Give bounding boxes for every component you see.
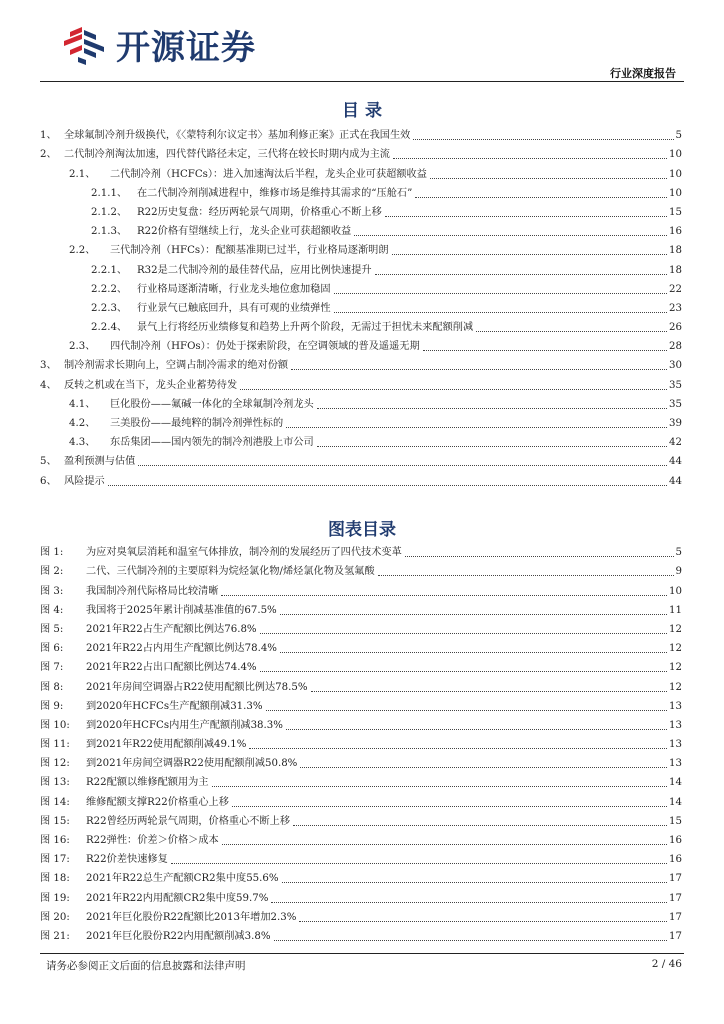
figure-entry[interactable]: [40, 867, 682, 886]
entry-page-number: 16: [669, 226, 682, 238]
entry-number: 图 14:: [40, 796, 70, 808]
entry-number: 图 1:: [40, 547, 64, 559]
page-indicator: 2 / 46: [651, 958, 682, 970]
entry-page-number: 13: [669, 700, 682, 712]
dot-leader: [476, 331, 667, 332]
entry-title: 二代制冷剂（HCFCs）：进入加速淘汰后半程，龙头企业可获超额收益: [110, 168, 427, 180]
entry-title: 我国将于2025年累计削减基准值的67.5%: [86, 604, 277, 616]
entry-number: 2.2.1、: [91, 264, 128, 276]
toc-title: 目 录: [342, 101, 382, 121]
entry-title: 为应对臭氧层消耗和温室气体排放，制冷剂的发展经历了四代技术变革: [86, 547, 402, 559]
figure-entry[interactable]: [40, 695, 682, 714]
entry-page-number: 17: [669, 911, 682, 923]
dot-leader: [405, 556, 674, 557]
entry-page-number: 44: [669, 475, 682, 487]
entry-title: 到2021年R22使用配额削减49.1%: [86, 739, 247, 751]
entry-title: R22价格有望继续上行，龙头企业可获超额收益: [137, 226, 352, 238]
entry-page-number: 35: [669, 379, 682, 391]
entry-number: 图 17:: [40, 854, 70, 866]
toc-entry[interactable]: [40, 182, 682, 201]
entry-page-number: 10: [669, 585, 682, 597]
entry-title: 三代制冷剂（HFCs）：配额基准期已过半，行业格局逐渐明朗: [110, 245, 389, 257]
entry-page-number: 13: [669, 719, 682, 731]
entry-number: 4.2、: [69, 418, 96, 429]
entry-page-number: 10: [669, 149, 682, 161]
entry-page-number: 30: [669, 360, 682, 372]
entry-title: 到2020年HCFCs内用生产配额削减38.3%: [86, 719, 283, 731]
dot-leader: [232, 806, 667, 807]
entry-page-number: 9: [675, 566, 682, 578]
entry-number: 2.3、: [69, 341, 96, 353]
dot-leader: [286, 729, 667, 730]
dot-leader: [293, 825, 667, 826]
entry-page-number: 14: [669, 777, 682, 789]
logo-mark-icon: [60, 24, 112, 66]
dot-leader: [274, 940, 668, 941]
entry-number: 图 13:: [40, 777, 70, 789]
toc-entry[interactable]: [40, 450, 682, 469]
entry-title: 全球氟制冷剂升级换代，《〈蒙特利尔议定书〉基加利修正案》正式在我国生效: [64, 130, 411, 142]
entry-number: 2.1.3、: [91, 226, 128, 238]
entry-page-number: 11: [669, 604, 682, 616]
dot-leader: [300, 767, 667, 768]
dot-leader: [249, 748, 667, 749]
dot-leader: [393, 158, 667, 159]
dot-leader: [260, 671, 667, 672]
entry-page-number: 10: [669, 168, 682, 180]
entry-title: R22弹性：价差＞价格＞成本: [86, 835, 219, 846]
entry-number: 图 9:: [40, 700, 64, 712]
footer-disclaimer: 请务必参阅正文后面的信息披露和法律声明: [46, 960, 246, 972]
entry-page-number: 12: [669, 623, 682, 635]
entry-title: 2021年R22内用配额CR2集中度59.7%: [86, 892, 269, 904]
figure-entry[interactable]: [40, 560, 682, 579]
header-divider: [40, 81, 684, 82]
entry-title: 行业景气已触底回升，具有可观的业绩弹性: [137, 302, 331, 314]
entry-number: 图 20:: [40, 911, 70, 923]
figure-entry[interactable]: [40, 656, 682, 675]
entry-title: 制冷剂需求长期向上，空调占制冷需求的绝对份额: [64, 360, 289, 372]
toc-entry[interactable]: [40, 297, 682, 316]
figure-entry[interactable]: [40, 733, 682, 752]
entry-number: 4.1、: [69, 398, 96, 410]
entry-title: R22配额以维修配额用为主: [86, 777, 209, 789]
dot-leader: [138, 465, 667, 466]
entry-number: 图 10:: [40, 719, 70, 731]
toc-entry[interactable]: [40, 354, 682, 373]
figure-entry[interactable]: [40, 771, 682, 790]
page-header: [0, 0, 724, 80]
figure-entry[interactable]: [40, 790, 682, 809]
entry-page-number: 44: [669, 456, 682, 468]
dot-leader: [317, 408, 667, 409]
dot-leader: [108, 485, 667, 486]
entry-page-number: 39: [669, 418, 682, 429]
dot-leader: [171, 863, 667, 864]
figure-entry[interactable]: [40, 599, 682, 618]
dot-leader: [385, 216, 667, 217]
figure-entry[interactable]: [40, 886, 682, 905]
entry-number: 2.1.2、: [91, 206, 128, 218]
dot-leader: [311, 691, 667, 692]
toc-entry[interactable]: [40, 335, 682, 354]
entry-number: 图 18:: [40, 873, 70, 885]
dot-leader: [354, 235, 667, 236]
toc-entry[interactable]: [40, 469, 682, 488]
entry-page-number: 15: [669, 206, 682, 218]
entry-title: 2021年巨化股份R22内用配额削减3.8%: [86, 930, 271, 942]
dot-leader: [240, 389, 667, 390]
dot-leader: [423, 350, 667, 351]
dot-leader: [413, 139, 673, 140]
toc-entry[interactable]: [40, 258, 682, 277]
entry-page-number: 42: [669, 437, 682, 449]
entry-number: 1、: [40, 130, 57, 142]
entry-number: 2.1、: [69, 168, 96, 180]
entry-title: 反转之机或在当下，龙头企业蓄势待发: [64, 379, 238, 391]
dot-leader: [212, 786, 668, 787]
entry-number: 图 7:: [40, 662, 64, 674]
toc-entry[interactable]: [40, 201, 682, 220]
entry-number: 3、: [40, 360, 57, 372]
entry-title: 2021年房间空调器占R22使用配额比例达78.5%: [86, 681, 308, 693]
entry-title: R22曾经历两轮景气周期，价格重心不断上移: [86, 815, 291, 827]
logo-text: 开源证券: [116, 28, 256, 68]
dot-leader: [286, 427, 667, 428]
entry-number: 图 15:: [40, 815, 70, 827]
brand-logo: [60, 20, 256, 69]
entry-page-number: 13: [669, 758, 682, 770]
entry-title: 2021年R22总生产配额CR2集中度55.6%: [86, 873, 279, 885]
entry-page-number: 18: [669, 264, 682, 276]
entry-number: 图 21:: [40, 930, 70, 942]
entry-number: 图 3:: [40, 585, 64, 597]
dot-leader: [299, 921, 667, 922]
dot-leader: [430, 178, 667, 179]
entry-title: 二代制冷剂淘汰加速，四代替代路径未定，三代将在较长时期内成为主流: [64, 149, 390, 161]
figure-entry[interactable]: [40, 541, 682, 560]
entry-title: 到2020年HCFCs生产配额削减31.3%: [86, 700, 263, 712]
figure-entry[interactable]: [40, 906, 682, 925]
figure-entry[interactable]: [40, 675, 682, 694]
dot-leader: [392, 254, 667, 255]
figures-title: 图表目录: [328, 520, 396, 540]
entry-title: 景气上行将经历业绩修复和趋势上升两个阶段，无需过于担忧未来配额削减: [137, 322, 474, 334]
entry-number: 图 19:: [40, 892, 70, 904]
entry-title: 在二代制冷剂削减进程中，维修市场是维持其需求的“压舱石”: [137, 187, 413, 199]
entry-number: 图 4:: [40, 604, 64, 616]
toc-entry[interactable]: [40, 239, 682, 258]
entry-page-number: 5: [675, 130, 682, 142]
entry-number: 2.1.1、: [91, 187, 128, 199]
entry-page-number: 10: [669, 187, 682, 199]
entry-title: 巨化股份——氟碱一体化的全球氟制冷剂龙头: [110, 398, 314, 410]
entry-title: 盈利预测与估值: [64, 456, 136, 468]
entry-page-number: 22: [669, 283, 682, 295]
entry-title: R22历史复盘：经历两轮景气周期，价格重心不断上移: [137, 206, 382, 218]
entry-title: 我国制冷剂代际格局比较清晰: [86, 585, 219, 597]
toc-entry[interactable]: [40, 412, 682, 431]
entry-page-number: 15: [669, 815, 682, 827]
entry-page-number: 16: [669, 835, 682, 846]
entry-number: 4.3、: [69, 437, 96, 449]
toc-list: [40, 124, 682, 489]
figure-entry[interactable]: [40, 925, 682, 944]
entry-page-number: 12: [669, 681, 682, 693]
entry-number: 4、: [40, 379, 57, 391]
entry-page-number: 26: [669, 322, 682, 334]
figure-entry[interactable]: [40, 810, 682, 829]
toc-entry[interactable]: [40, 431, 682, 450]
entry-number: 6、: [40, 475, 57, 487]
figures-list: [40, 541, 682, 944]
figure-entry[interactable]: [40, 848, 682, 867]
dot-leader: [375, 274, 667, 275]
entry-page-number: 12: [669, 662, 682, 674]
toc-entry[interactable]: [40, 373, 682, 392]
dot-leader: [317, 446, 667, 447]
toc-entry[interactable]: [40, 124, 682, 143]
entry-page-number: 17: [669, 930, 682, 942]
entry-title: R32是二代制冷剂的最佳替代品，应用比例快速提升: [137, 264, 372, 276]
entry-number: 图 5:: [40, 623, 64, 635]
entry-title: 风险提示: [64, 475, 105, 487]
toc-entry[interactable]: [40, 316, 682, 335]
dot-leader: [271, 902, 667, 903]
entry-number: 2.2.3、: [91, 302, 128, 314]
entry-page-number: 13: [669, 739, 682, 751]
entry-page-number: 17: [669, 873, 682, 885]
toc-entry[interactable]: [40, 393, 682, 412]
entry-number: 2.2、: [69, 245, 96, 257]
entry-page-number: 12: [669, 643, 682, 655]
dot-leader: [378, 575, 674, 576]
dot-leader: [291, 369, 667, 370]
dot-leader: [222, 844, 667, 845]
entry-page-number: 5: [675, 547, 682, 559]
footer-divider: [40, 953, 684, 954]
entry-page-number: 18: [669, 245, 682, 257]
entry-title: 2021年R22占内用生产配额比例达78.4%: [86, 643, 277, 655]
entry-page-number: 16: [669, 854, 682, 866]
entry-number: 图 2:: [40, 566, 64, 578]
entry-title: 四代制冷剂（HFOs）：仍处于探索阶段，在空调领域的普及遥遥无期: [110, 341, 420, 353]
toc-entry[interactable]: [40, 220, 682, 239]
toc-entry[interactable]: [40, 162, 682, 181]
dot-leader: [260, 633, 667, 634]
dot-leader: [415, 197, 667, 198]
dot-leader: [266, 710, 667, 711]
figure-entry[interactable]: [40, 714, 682, 733]
entry-title: 三美股份——最纯粹的制冷剂弹性标的: [110, 418, 284, 429]
entry-number: 2、: [40, 149, 57, 161]
entry-title: 二代、三代制冷剂的主要原料为烷烃氯化物/烯烃氯化物及氢氟酸: [86, 566, 375, 578]
entry-number: 图 6:: [40, 643, 64, 655]
toc-entry[interactable]: [40, 278, 682, 297]
entry-page-number: 17: [669, 892, 682, 904]
entry-title: 维修配额支撑R22价格重心上移: [86, 796, 229, 808]
entry-number: 2.2.2、: [91, 283, 128, 295]
figure-entry[interactable]: [40, 618, 682, 637]
entry-number: 图 8:: [40, 681, 64, 693]
entry-number: 5、: [40, 456, 57, 468]
entry-page-number: 14: [669, 796, 682, 808]
entry-page-number: 35: [669, 398, 682, 410]
entry-number: 图 11:: [40, 739, 70, 751]
entry-title: 到2021年房间空调器R22使用配额削减50.8%: [86, 758, 298, 770]
toc-entry[interactable]: [40, 143, 682, 162]
dot-leader: [282, 882, 667, 883]
dot-leader: [280, 652, 667, 653]
figure-entry[interactable]: [40, 829, 682, 848]
entry-page-number: 23: [669, 302, 682, 314]
entry-title: 2021年R22占出口配额比例达74.4%: [86, 662, 257, 674]
entry-number: 2.2.4、: [91, 322, 128, 334]
dot-leader: [334, 293, 667, 294]
entry-title: 2021年R22占生产配额比例达76.8%: [86, 623, 257, 635]
dot-leader: [280, 614, 667, 615]
figure-entry[interactable]: [40, 579, 682, 598]
figure-entry[interactable]: [40, 752, 682, 771]
figure-entry[interactable]: [40, 637, 682, 656]
dot-leader: [334, 312, 667, 313]
entry-number: 图 12:: [40, 758, 70, 770]
entry-title: 2021年巨化股份R22配额比2013年增加2.3%: [86, 911, 297, 923]
entry-title: 行业格局逐渐清晰，行业龙头地位愈加稳固: [137, 283, 331, 295]
entry-page-number: 28: [669, 341, 682, 353]
entry-number: 图 16:: [40, 835, 70, 846]
dot-leader: [221, 595, 667, 596]
entry-title: 东岳集团——国内领先的制冷剂港股上市公司: [110, 437, 314, 449]
entry-title: R22价差快速修复: [86, 854, 168, 866]
report-type-label: 行业深度报告: [610, 67, 676, 80]
